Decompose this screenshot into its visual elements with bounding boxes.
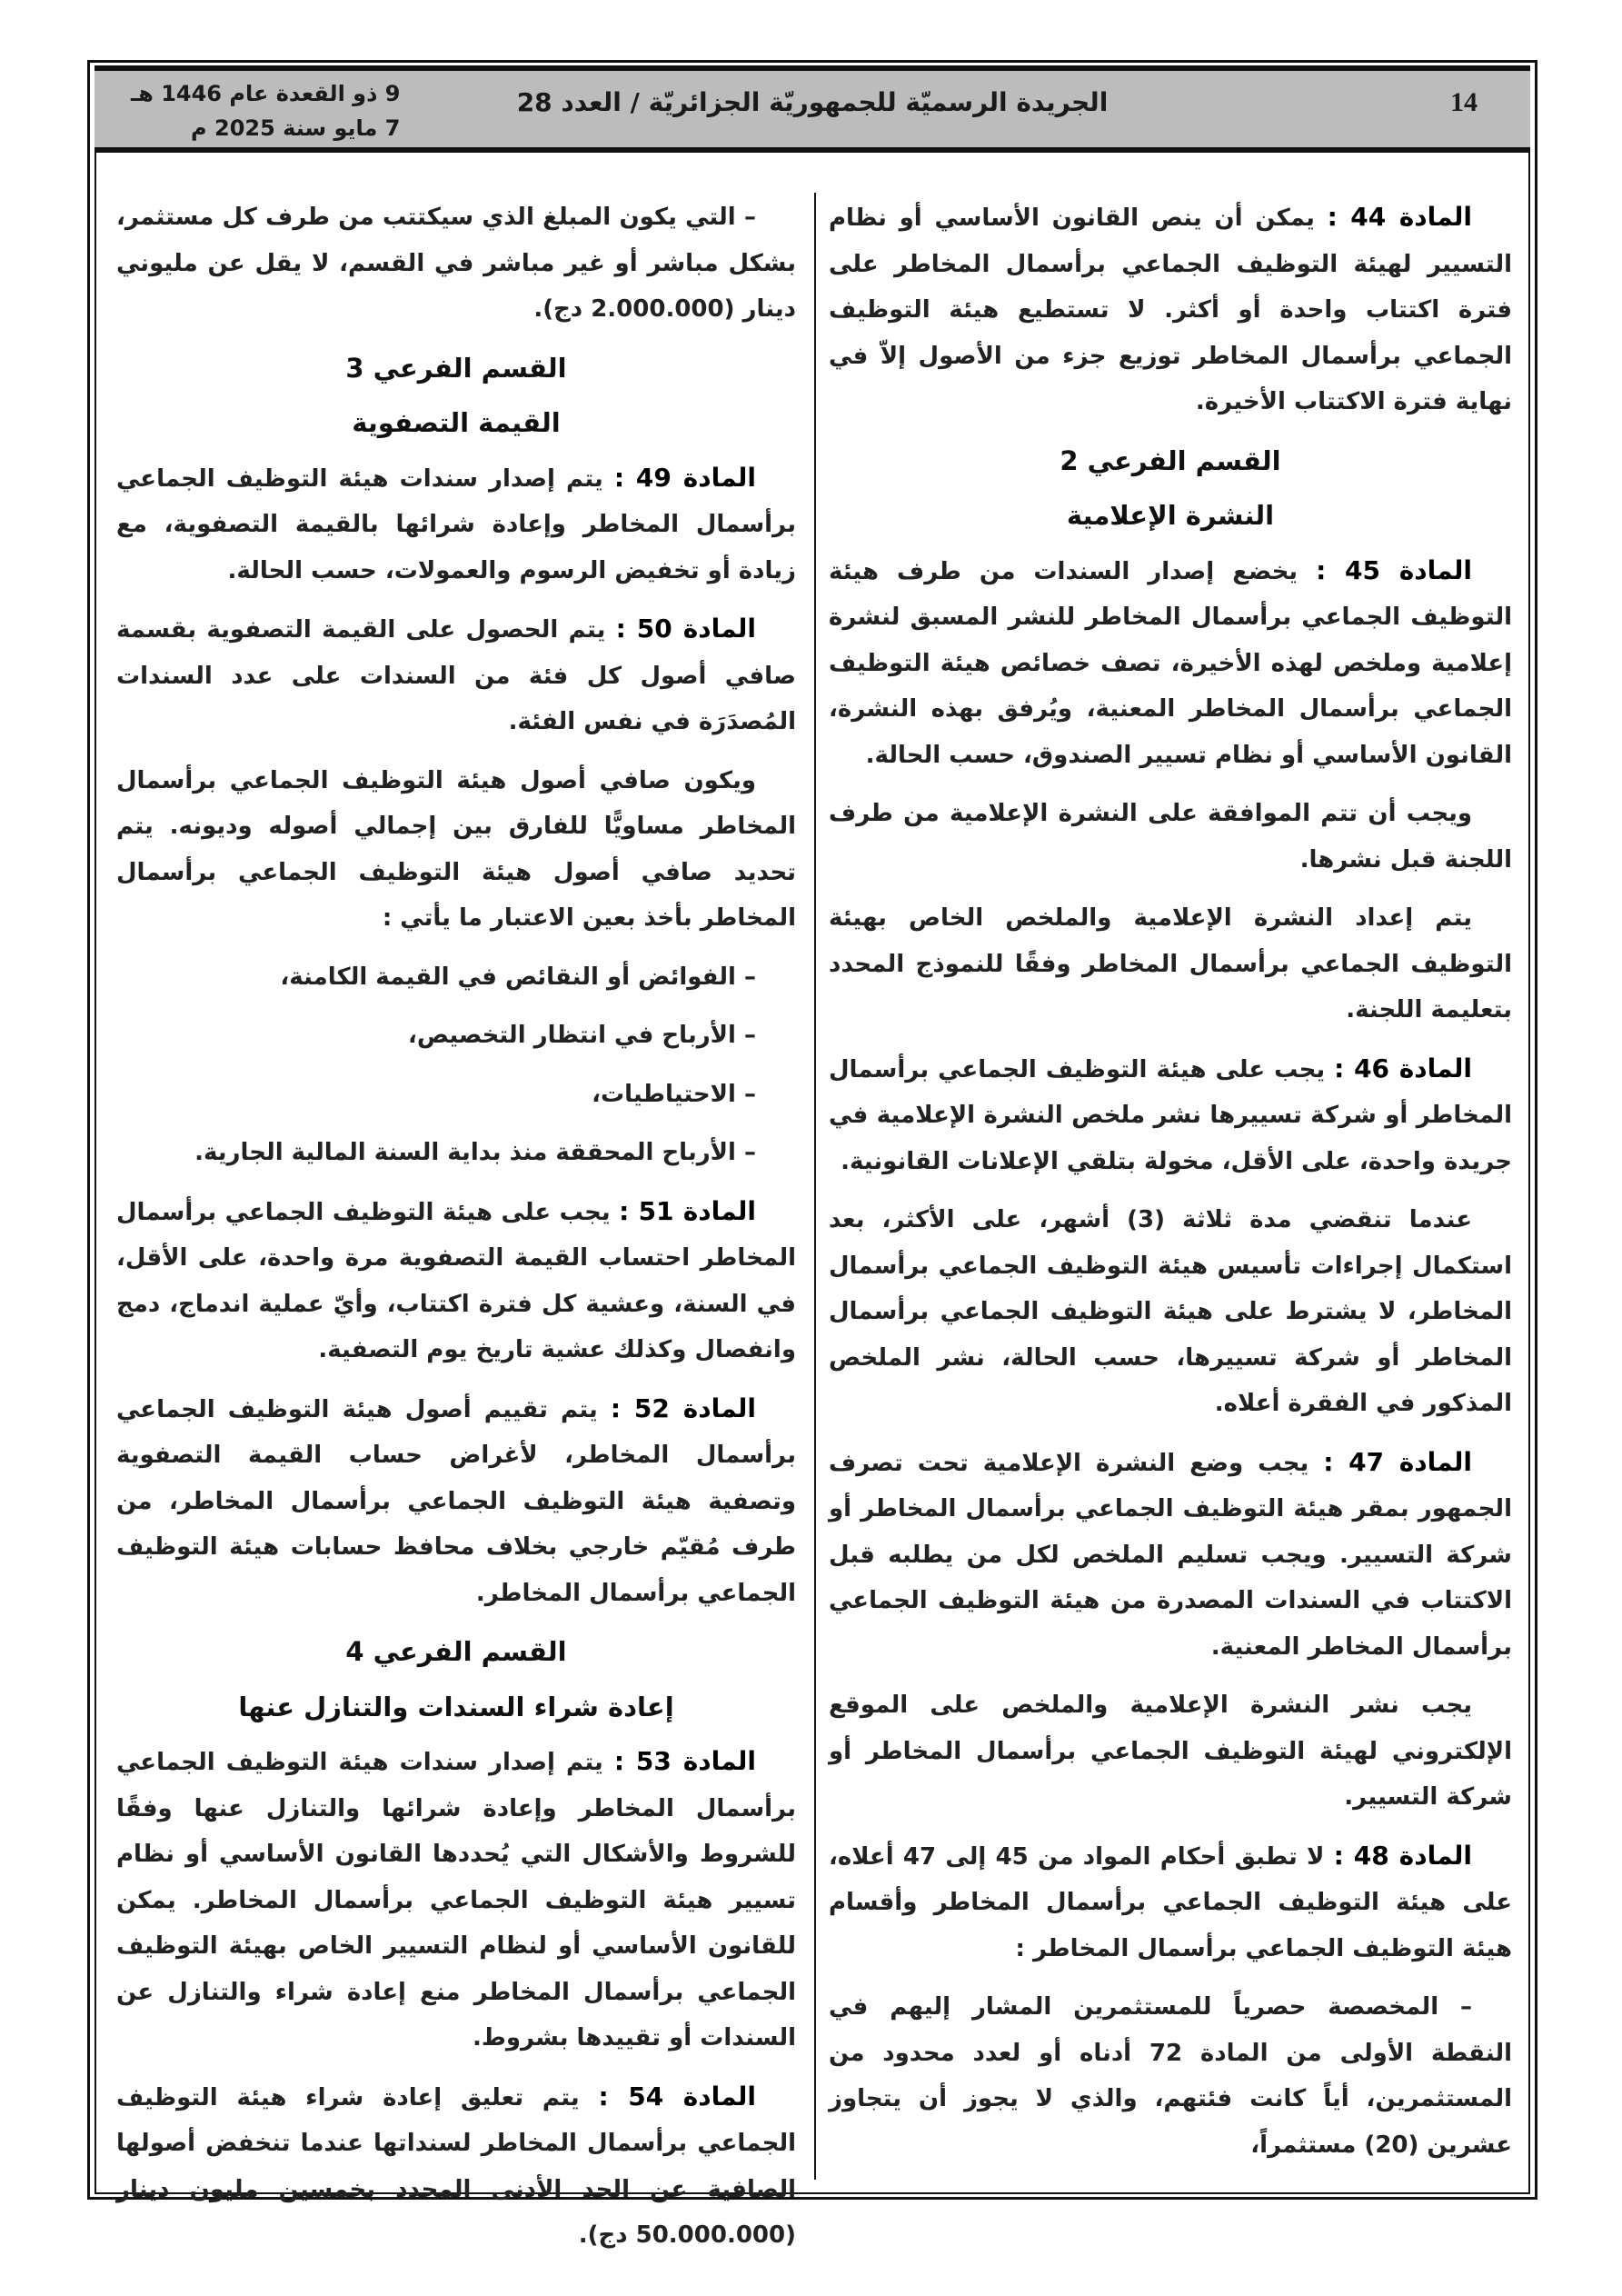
article-paragraph xyxy=(829,195,1512,425)
article-text: يتم تقييم أصول هيئة التوظيف الجماعي برأسمال المخاطر، لأغراض حساب القيمة التصفوية وتصفية هيئة التوظيف الجماعي برأسمال المخاطر، من طرف مُقيّم خارجي بخلاف محافظ حسابات هيئة التوظيف الجماعي برأسمال المخاطر. xyxy=(116,1395,796,1607)
list-item: – الأرباح المحققة منذ بداية السنة المالية الجارية. xyxy=(194,1139,756,1166)
body-paragraph: عندما تنقضي مدة ثلاثة (3) أشهر، على الأكثر، بعد استكمال إجراءات تأسيس هيئة التوظيف الجماعي برأسمال المخاطر، لا يشترط على هيئة التوظيف الجماعي برأسمال المخاطر أو شركة تسييرها، حسب الحالة، نشر الملخص المذكور في الفقرة أعلاه. xyxy=(829,1206,1512,1417)
body-paragraph: – التي يكون المبلغ الذي سيكتتب من طرف كل مستثمر، بشكل مباشر أو غير مباشر في القسم، لا يقل عن مليوني دينار (2.000.000 دج). xyxy=(116,204,796,323)
article-paragraph xyxy=(829,548,1512,779)
article-label: المادة 49 : xyxy=(613,462,756,493)
article-text: يمكن أن ينص القانون الأساسي أو نظام التسيير لهيئة التوظيف الجماعي برأسمال المخاطر على فترة اكتتاب واحدة أو أكثر. لا تستطيع هيئة التوظيف الجماعي برأسمال المخاطر توزيع جزء من الأصول إلاّ في نهاية فترة الاكتتاب الأخيرة. xyxy=(829,205,1512,415)
body-paragraph: – المخصصة حصرياً للمستثمرين المشار إليهم في النقطة الأولى من المادة 72 أدناه أو لعدد محدود من المستثمرين، أياً كانت فئتهم، والذي لا يجوز أن يتجاوز عشرين (20) مستثمراً، xyxy=(829,1993,1513,2159)
article-text: يخضع إصدار السندات من طرف هيئة التوظيف الجماعي برأسمال المخاطر للنشر المسبق لنشرة إعلامية وملخص لهذه الأخيرة، تصف خصائص هيئة التوظيف الجماعي برأسمال المخاطر المعنية، ويُرفق بهذه النشرة، القانون الأساسي أو نظام تسيير الصندوق، حسب الحالة. xyxy=(829,557,1512,769)
article-paragraph xyxy=(116,455,796,594)
gregorian-date: 7 مايو سنة 2025 م xyxy=(191,115,401,141)
article-label: المادة 51 : xyxy=(619,1195,757,1226)
hijri-date: 9 ذو القعدة عام 1446 هـ xyxy=(131,81,401,106)
body-paragraph: ويكون صافي أصول هيئة التوظيف الجماعي برأسمال المخاطر مساويًّا للفارق بين إجمالي أصوله وديونه. يتم تحديد صافي أصول هيئة التوظيف الجماعي برأسمال المخاطر بأخذ بعين الاعتبار ما يأتي : xyxy=(116,766,796,932)
article-label: المادة 52 : xyxy=(610,1393,757,1423)
section-heading: النشرة الإعلامية xyxy=(1066,500,1275,531)
list-item: – الأرباح في انتظار التخصيص، xyxy=(408,1022,756,1049)
article-label: المادة 47 : xyxy=(1323,1446,1472,1477)
article-paragraph xyxy=(829,1046,1512,1185)
list-item: – الاحتياطيات، xyxy=(592,1080,756,1108)
article-paragraph xyxy=(116,1189,796,1373)
body-paragraph: يتم إعداد النشرة الإعلامية والملخص الخاص بهيئة التوظيف الجماعي برأسمال المخاطر وفقًا للنموذج المحدد بتعليمة اللجنة. xyxy=(829,904,1512,1023)
page-number: 14 xyxy=(1450,87,1478,117)
article-text: يجب على هيئة التوظيف الجماعي برأسمال المخاطر احتساب القيمة التصفوية مرة واحدة، على الأقل، في السنة، وعشية كل فترة اكتتاب، وأيّ عملية اندماج، دمج وانفصال وكذلك عشية تاريخ يوم التصفية. xyxy=(116,1198,796,1363)
article-paragraph xyxy=(116,2074,796,2259)
list-item: – الفوائض أو النقائص في القيمة الكامنة، xyxy=(280,963,756,991)
section-heading: القيمة التصفوية xyxy=(352,407,561,438)
article-label: المادة 48 : xyxy=(1333,1840,1472,1871)
article-paragraph xyxy=(116,606,796,745)
article-text: يجب وضع النشرة الإعلامية تحت تصرف الجمهور بمقر هيئة التوظيف الجماعي برأسمال المخاطر أو شركة التسيير. ويجب تسليم الملخص لكل من يطلبه قبل الاكتتاب في السندات المصدرة من هيئة التوظيف الجماعي برأسمال المخاطر المعنية. xyxy=(829,1449,1512,1661)
article-label: المادة 50 : xyxy=(615,614,756,644)
article-paragraph xyxy=(116,1739,796,2061)
article-label: المادة 54 : xyxy=(598,2081,757,2111)
gazette-title: الجريدة الرسميّة للجمهوريّة الجزائريّة / العدد 28 xyxy=(516,87,1109,117)
section-heading: إعادة شراء السندات والتنازل عنها xyxy=(238,1691,674,1722)
article-label: المادة 45 : xyxy=(1316,554,1472,585)
article-text: يجب على هيئة التوظيف الجماعي برأسمال المخاطر أو شركة تسييرها نشر ملخص النشرة الإعلامية في جريدة واحدة، على الأقل، مخولة بتلقي الإعلانات القانونية. xyxy=(829,1055,1512,1175)
body-paragraph: ويجب أن تتم الموافقة على النشرة الإعلامية من طرف اللجنة قبل نشرها. xyxy=(829,800,1512,873)
article-text: لا تطبق أحكام المواد من 45 إلى 47 أعلاه، على هيئة التوظيف الجماعي برأسمال المخاطر وأقسام هيئة التوظيف الجماعي برأسمال المخاطر : xyxy=(829,1842,1512,1962)
gazette-header xyxy=(95,65,1530,153)
body-paragraph: يجب نشر النشرة الإعلامية والملخص على الموقع الإلكتروني لهيئة التوظيف الجماعي برأسمال المخاطر أو شركة التسيير. xyxy=(829,1692,1512,1811)
issue-date xyxy=(131,76,400,145)
article-text: يتم تعليق إعادة شراء هيئة التوظيف الجماعي برأسمال المخاطر لسنداتها عندما تنخفض أصولها الصافية عن الحد الأدنى المحدد بخمسين مليون دينار (50.000.000 دج). xyxy=(116,2083,796,2249)
article-label: المادة 46 : xyxy=(1334,1053,1473,1083)
article-text: يتم إصدار سندات هيئة التوظيف الجماعي برأسمال المخاطر وإعادة شرائها بالقيمة التصفوية، مع زيادة أو تخفيض الرسوم والعمولات، حسب الحالة. xyxy=(116,464,796,584)
article-paragraph xyxy=(829,1833,1512,1972)
section-heading: القسم الفرعي 4 xyxy=(345,1636,567,1667)
article-label: المادة 53 : xyxy=(613,1746,756,1776)
article-paragraph xyxy=(829,1440,1512,1671)
left-column xyxy=(116,195,796,2271)
article-text: يتم الحصول على القيمة التصفوية بقسمة صافي أصول كل فئة من السندات على عدد السندات المُصدَرَة في نفس الفئة. xyxy=(116,616,796,735)
article-paragraph xyxy=(116,1386,796,1617)
right-column xyxy=(829,195,1512,2181)
section-heading: القسم الفرعي 2 xyxy=(1060,444,1281,476)
article-text: يتم إصدار سندات هيئة التوظيف الجماعي برأسمال المخاطر وإعادة شرائها والتنازل عنها وفقًا للشروط والأشكال التي يُحددها القانون الأساسي أو نظام تسيير هيئة التوظيف الجماعي برأسمال المخاطر. يمكن للقانون الأساسي أو لنظام التسيير الخاص بهيئة التوظيف الجماعي برأسمال المخاطر منع إعادة شراء والتنازل عن السندات أو تقييدها بشروط. xyxy=(116,1749,796,2051)
article-label: المادة 44 : xyxy=(1327,202,1472,232)
section-heading: القسم الفرعي 3 xyxy=(345,352,567,384)
column-divider xyxy=(814,193,816,2180)
